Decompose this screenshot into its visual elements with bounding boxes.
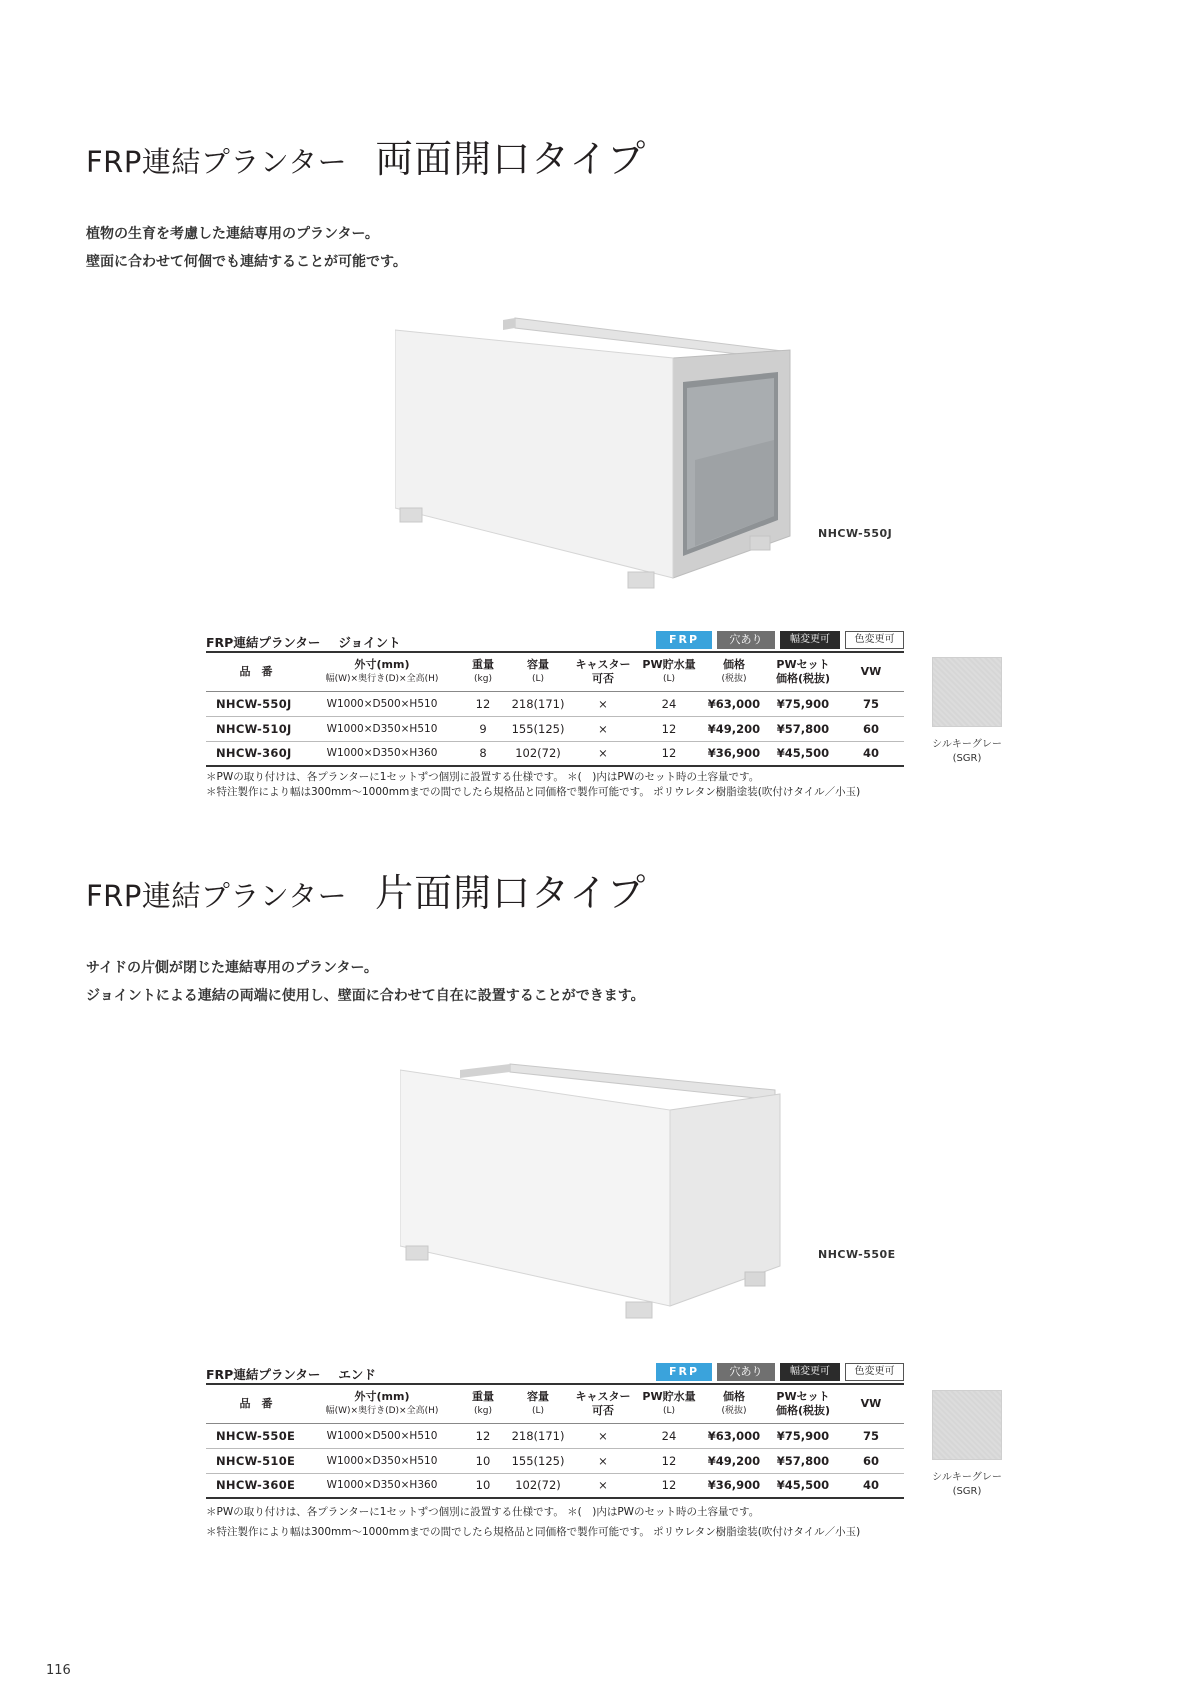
section2-spec-header [206,1363,904,1385]
table-header-row [206,653,904,691]
header-capacity: 容量 (L) [508,1385,568,1423]
section1-title-main: 両面開口タイプ [375,137,647,181]
cell-code: NHCW-550E [206,1423,306,1448]
section1-spec-name-main: FRP連結プランター [206,635,321,650]
color-change-tag: 色変更可 [845,631,904,649]
table-row [206,1473,904,1498]
cell-capacity: 102(72) [508,1473,568,1498]
hole-tag: 穴あり [717,631,775,649]
cell-weight: 9 [458,716,508,741]
swatch-label-code: (SGR) [952,1486,982,1497]
cell-weight: 12 [458,1423,508,1448]
cell-code: NHCW-510E [206,1448,306,1473]
header-price: 価格 (税抜) [700,1385,768,1423]
cell-capacity: 155(125) [508,716,568,741]
cell-code: NHCW-360E [206,1473,306,1498]
section1-spec-block [206,631,904,800]
hole-tag: 穴あり [717,1363,775,1381]
width-change-tag: 幅変更可 [780,631,840,649]
table-row [206,1423,904,1448]
section1-tags [656,631,904,649]
cell-price: ¥36,900 [700,741,768,766]
frp-tag: FRP [656,631,712,649]
cell-set-price: ¥57,800 [768,716,838,741]
section2-spec-table [206,1385,904,1499]
swatch-label [922,1471,1012,1499]
section2-spec-name-main: FRP連結プランター [206,1367,321,1382]
section1-title-prefix: FRP連結プランター [86,145,348,179]
cell-price: ¥63,000 [700,1423,768,1448]
table-row [206,716,904,741]
header-size: 外寸(mm) 幅(W)×奥行き(D)×全高(H) [306,1385,458,1423]
section1-spec-name-sub: ジョイント [338,635,401,650]
cell-set-price: ¥75,900 [768,1423,838,1448]
cell-weight: 8 [458,741,508,766]
cell-weight: 10 [458,1473,508,1498]
cell-capacity: 155(125) [508,1448,568,1473]
section1-spec-name [206,633,401,651]
frp-tag: FRP [656,1363,712,1381]
cell-vw: 40 [838,1473,904,1498]
cell-weight: 10 [458,1448,508,1473]
cell-code: NHCW-550J [206,691,306,716]
cell-caster: × [568,1448,638,1473]
cell-pw: 12 [638,741,700,766]
cell-caster: × [568,716,638,741]
section1-spec-header [206,631,904,653]
note-line2: ＊特注製作により幅は300mm〜1000mmまでの間でしたら規格品と同価格で製作可能です。 ポリウレタン樹脂塗装(吹付けタイル／小玉) [206,1526,861,1538]
cell-code: NHCW-510J [206,716,306,741]
cell-caster: × [568,691,638,716]
cell-pw: 24 [638,691,700,716]
color-swatch-silky-grey [932,1390,1002,1460]
cell-capacity: 102(72) [508,741,568,766]
planter-joint-photo [395,310,815,590]
swatch-label [922,738,1012,766]
table-header-row [206,1385,904,1423]
header-pw: PW貯水量 (L) [638,653,700,691]
cell-price: ¥49,200 [700,1448,768,1473]
header-set-price: PWセット 価格(税抜) [768,1385,838,1423]
header-vw: VW [838,1385,904,1423]
cell-size: W1000×D500×H510 [306,691,458,716]
color-swatch-silky-grey [932,657,1002,727]
section1-description [86,220,407,276]
cell-capacity: 218(171) [508,691,568,716]
table-row [206,1448,904,1473]
cell-pw: 24 [638,1423,700,1448]
section2-title-prefix: FRP連結プランター [86,879,348,913]
cell-weight: 12 [458,691,508,716]
page-number: 116 [46,1663,71,1678]
note-line1: ＊PWの取り付けは、各プランターに1セットずつ個別に設置する仕様です。 ＊( )内はPWのセット時の土容量です。 [206,771,760,783]
swatch-label-name: シルキーグレー [932,1472,1002,1483]
table-row [206,691,904,716]
cell-price: ¥49,200 [700,716,768,741]
cell-size: W1000×D350×H360 [306,1473,458,1498]
section2-photo-caption: NHCW-550E [818,1248,896,1261]
cell-caster: × [568,1473,638,1498]
section2-title [86,862,646,917]
cell-size: W1000×D350×H510 [306,1448,458,1473]
header-capacity: 容量 (L) [508,653,568,691]
note-line2: ＊特注製作により幅は300mm〜1000mmまでの間でしたら規格品と同価格で製作可能です。 ポリウレタン樹脂塗装(吹付けタイル／小玉) [206,786,861,798]
cell-pw: 12 [638,716,700,741]
cell-vw: 60 [838,716,904,741]
section2-spec-block [206,1363,904,1542]
color-change-tag: 色変更可 [845,1363,904,1381]
cell-code: NHCW-360J [206,741,306,766]
cell-set-price: ¥45,500 [768,1473,838,1498]
section2-spec-name [206,1365,376,1383]
cell-set-price: ¥75,900 [768,691,838,716]
cell-vw: 60 [838,1448,904,1473]
cell-vw: 75 [838,691,904,716]
swatch-label-code: (SGR) [952,753,982,764]
section1-spec-table [206,653,904,767]
width-change-tag: 幅変更可 [780,1363,840,1381]
header-caster: キャスター 可否 [568,653,638,691]
cell-caster: × [568,1423,638,1448]
cell-caster: × [568,741,638,766]
section2-spec-name-sub: エンド [338,1367,376,1382]
section2-desc-line1: サイドの片側が閉じた連結専用のプランター。 [86,960,378,976]
header-price: 価格 (税抜) [700,653,768,691]
section2-tags [656,1363,904,1381]
cell-set-price: ¥57,800 [768,1448,838,1473]
cell-vw: 75 [838,1423,904,1448]
header-size: 外寸(mm) 幅(W)×奥行き(D)×全高(H) [306,653,458,691]
header-code: 品 番 [206,653,306,691]
cell-size: W1000×D500×H510 [306,1423,458,1448]
section2-notes [206,1502,904,1542]
cell-price: ¥63,000 [700,691,768,716]
swatch-label-name: シルキーグレー [932,739,1002,750]
planter-end-photo [400,1050,820,1330]
cell-size: W1000×D350×H510 [306,716,458,741]
section1-title [86,128,646,183]
note-line1: ＊PWの取り付けは、各プランターに1セットずつ個別に設置する仕様です。 ＊( )内はPWのセット時の土容量です。 [206,1506,760,1518]
cell-pw: 12 [638,1473,700,1498]
cell-price: ¥36,900 [700,1473,768,1498]
section2-description [86,954,645,1010]
cell-pw: 12 [638,1448,700,1473]
table-row [206,741,904,766]
cell-set-price: ¥45,500 [768,741,838,766]
section1-photo-caption: NHCW-550J [818,527,893,540]
section2-title-main: 片面開口タイプ [375,871,647,915]
section1-desc-line1: 植物の生育を考慮した連結専用のプランター。 [86,226,379,242]
section2-desc-line2: ジョイントによる連結の両端に使用し、壁面に合わせて自在に設置することができます。 [86,988,645,1004]
header-weight: 重量 (kg) [458,1385,508,1423]
header-set-price: PWセット 価格(税抜) [768,653,838,691]
header-vw: VW [838,653,904,691]
header-weight: 重量 (kg) [458,653,508,691]
section1-notes [206,770,904,800]
cell-size: W1000×D350×H360 [306,741,458,766]
header-code: 品 番 [206,1385,306,1423]
header-pw: PW貯水量 (L) [638,1385,700,1423]
cell-capacity: 218(171) [508,1423,568,1448]
cell-vw: 40 [838,741,904,766]
section1-desc-line2: 壁面に合わせて何個でも連結することが可能です。 [86,254,407,270]
header-caster: キャスター 可否 [568,1385,638,1423]
